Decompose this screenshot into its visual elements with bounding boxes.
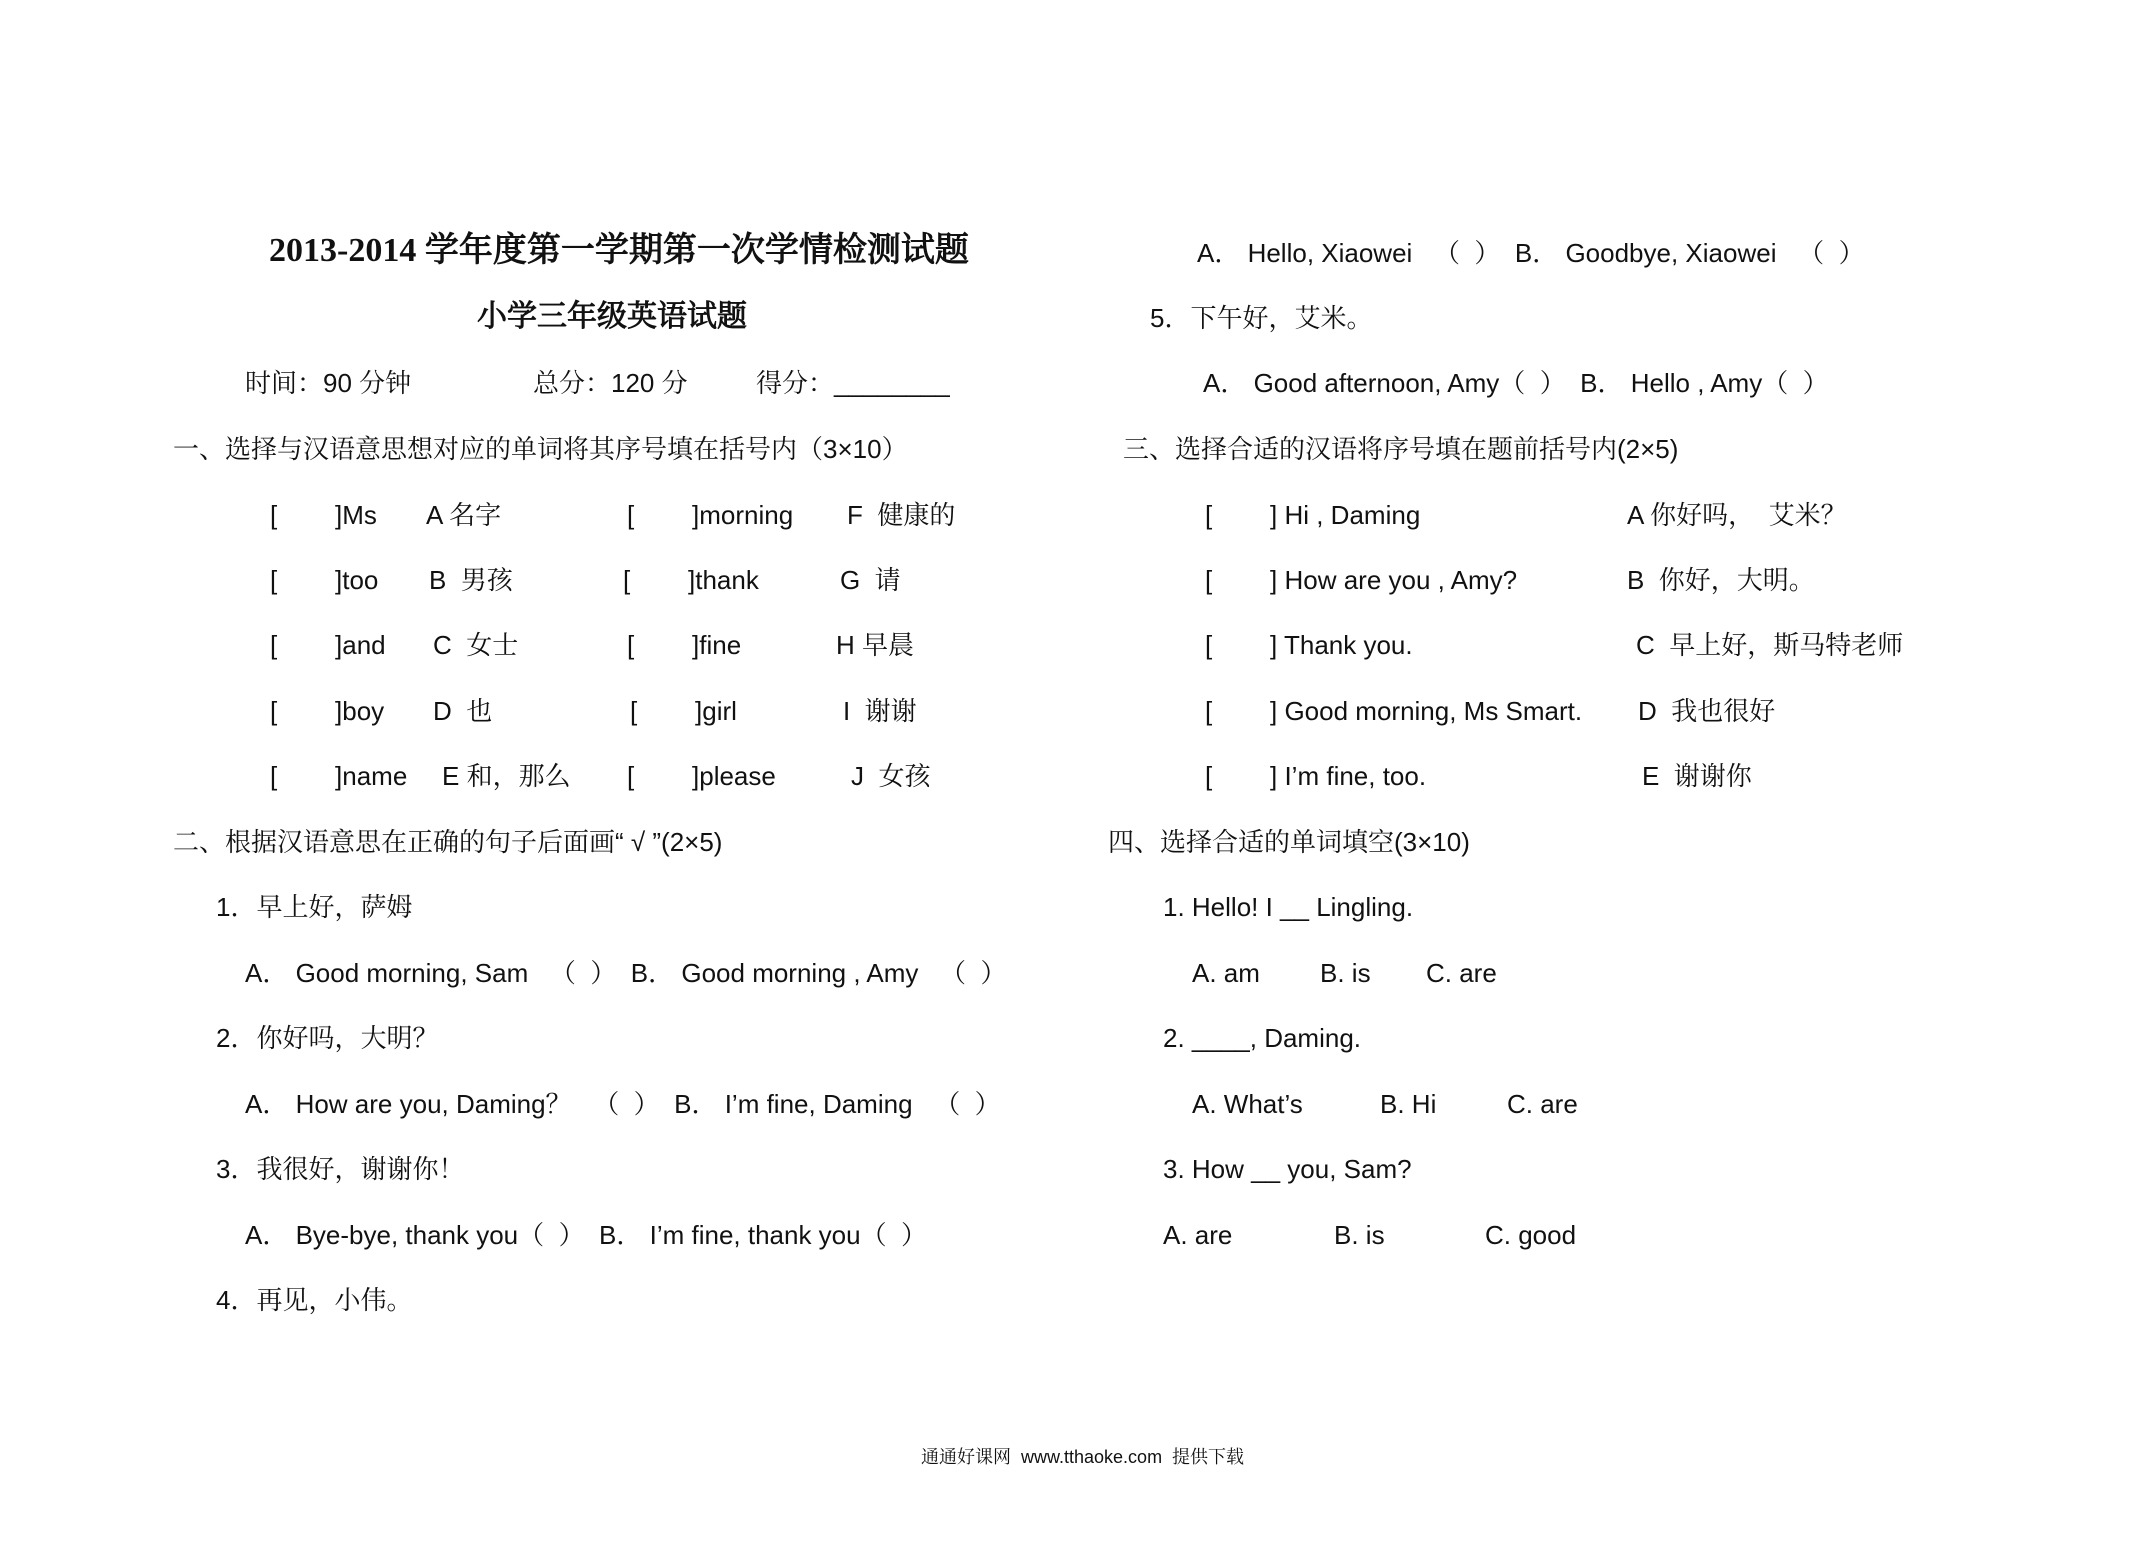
s4-option: B. Hi (1380, 1089, 1437, 1119)
s4-question: 3. How __ you, Sam? (1163, 1154, 1412, 1184)
s4-option: B. is (1334, 1220, 1385, 1250)
s1-left-option: D 也 (433, 696, 493, 726)
s1-right-option: J 女孩 (851, 761, 931, 791)
s2-answer-choices: A． Hello, Xiaowei （ ） B． Goodbye, Xiaowei （ ） (1197, 238, 1865, 268)
s1-right-option: F 健康的 (847, 500, 956, 530)
s4-question: 2. ____, Daming. (1163, 1023, 1362, 1053)
page-subtitle: 小学三年级英语试题 (477, 300, 747, 333)
s1-right-option: H 早晨 (836, 630, 915, 660)
s3-chinese-option: A 你好吗， 艾米？ (1627, 500, 1847, 530)
s1-left-option: A 名字 (426, 500, 502, 530)
s2-answer-choices: A． Bye-bye, thank you（ ） B． I’m fine, thank you（ ） (245, 1220, 928, 1250)
s1-left-option: E 和，那么 (442, 761, 571, 791)
s4-option: A. What’s (1192, 1089, 1303, 1119)
page-title: 2013-2014 学年度第一学期第一次学情检测试题 (269, 232, 969, 269)
s1-right-word: [ ]fine (627, 630, 742, 660)
s1-left-word: [ ]Ms (270, 500, 377, 530)
exam-time: 时间：90 分钟 (245, 368, 412, 398)
s3-english-line: [ ] I’m fine, too. (1205, 761, 1427, 791)
section1-heading: 一、选择与汉语意思想对应的单词将其序号填在括号内（3×10） (173, 434, 908, 464)
s1-right-word: [ ]thank (623, 565, 759, 595)
s3-chinese-option: B 你好，大明。 (1627, 565, 1815, 595)
section4-heading: 四、选择合适的单词填空(3×10) (1108, 827, 1470, 857)
s2-question: 3．我很好，谢谢你！ (216, 1154, 465, 1184)
s3-english-line: [ ] How are you , Amy? (1205, 565, 1518, 595)
s4-option: A. am (1192, 958, 1260, 988)
page-footer: 通通好课网 www.tthaoke.com 提供下载 (921, 1447, 1245, 1467)
s3-english-line: [ ] Good morning, Ms Smart. (1205, 696, 1583, 726)
section2-heading: 二、根据汉语意思在正确的句子后面画“ √ ”(2×5) (173, 827, 723, 857)
exam-total: 总分：120 分 (533, 368, 688, 398)
s1-right-word: [ ]girl (630, 696, 737, 726)
s1-right-option: G 请 (840, 565, 901, 595)
s3-chinese-option: E 谢谢你 (1642, 761, 1752, 791)
s4-option: A. are (1163, 1220, 1233, 1250)
s1-left-word: [ ]boy (270, 696, 385, 726)
s1-right-option: I 谢谢 (843, 696, 917, 726)
s1-left-option: C 女士 (433, 630, 519, 660)
s1-left-word: [ ]and (270, 630, 386, 660)
s4-option: C. good (1485, 1220, 1577, 1250)
s2-answer-choices: A． Good afternoon, Amy（ ） B． Hello , Amy（ ） (1203, 368, 1829, 398)
s1-right-word: [ ]morning (627, 500, 794, 530)
s1-right-word: [ ]please (627, 761, 776, 791)
s2-answer-choices: A． How are you, Daming？ （ ） B． I’m fine, Daming （ ） (245, 1089, 1001, 1119)
s3-english-line: [ ] Hi , Daming (1205, 500, 1421, 530)
s2-question: 2．你好吗，大明？ (216, 1023, 439, 1053)
s2-question: 4．再见，小伟。 (216, 1285, 413, 1315)
s1-left-word: [ ]too (270, 565, 379, 595)
s4-option: C. are (1507, 1089, 1578, 1119)
s1-left-option: B 男孩 (429, 565, 513, 595)
s4-question: 1. Hello! I __ Lingling. (1163, 892, 1414, 922)
exam-score: 得分：________ (756, 368, 950, 398)
s4-option: B. is (1320, 958, 1371, 988)
s1-left-word: [ ]name (270, 761, 408, 791)
s3-chinese-option: D 我也很好 (1638, 696, 1776, 726)
s3-chinese-option: C 早上好，斯马特老师 (1636, 630, 1904, 660)
s4-option: C. are (1426, 958, 1497, 988)
s2-question: 5．下午好，艾米。 (1150, 303, 1373, 333)
s2-question: 1．早上好，萨姆 (216, 892, 413, 922)
s3-english-line: [ ] Thank you. (1205, 630, 1413, 660)
section3-heading: 三、选择合适的汉语将序号填在题前括号内(2×5) (1123, 434, 1679, 464)
s2-answer-choices: A． Good morning, Sam （ ） B． Good morning , Amy （ ） (245, 958, 1007, 988)
